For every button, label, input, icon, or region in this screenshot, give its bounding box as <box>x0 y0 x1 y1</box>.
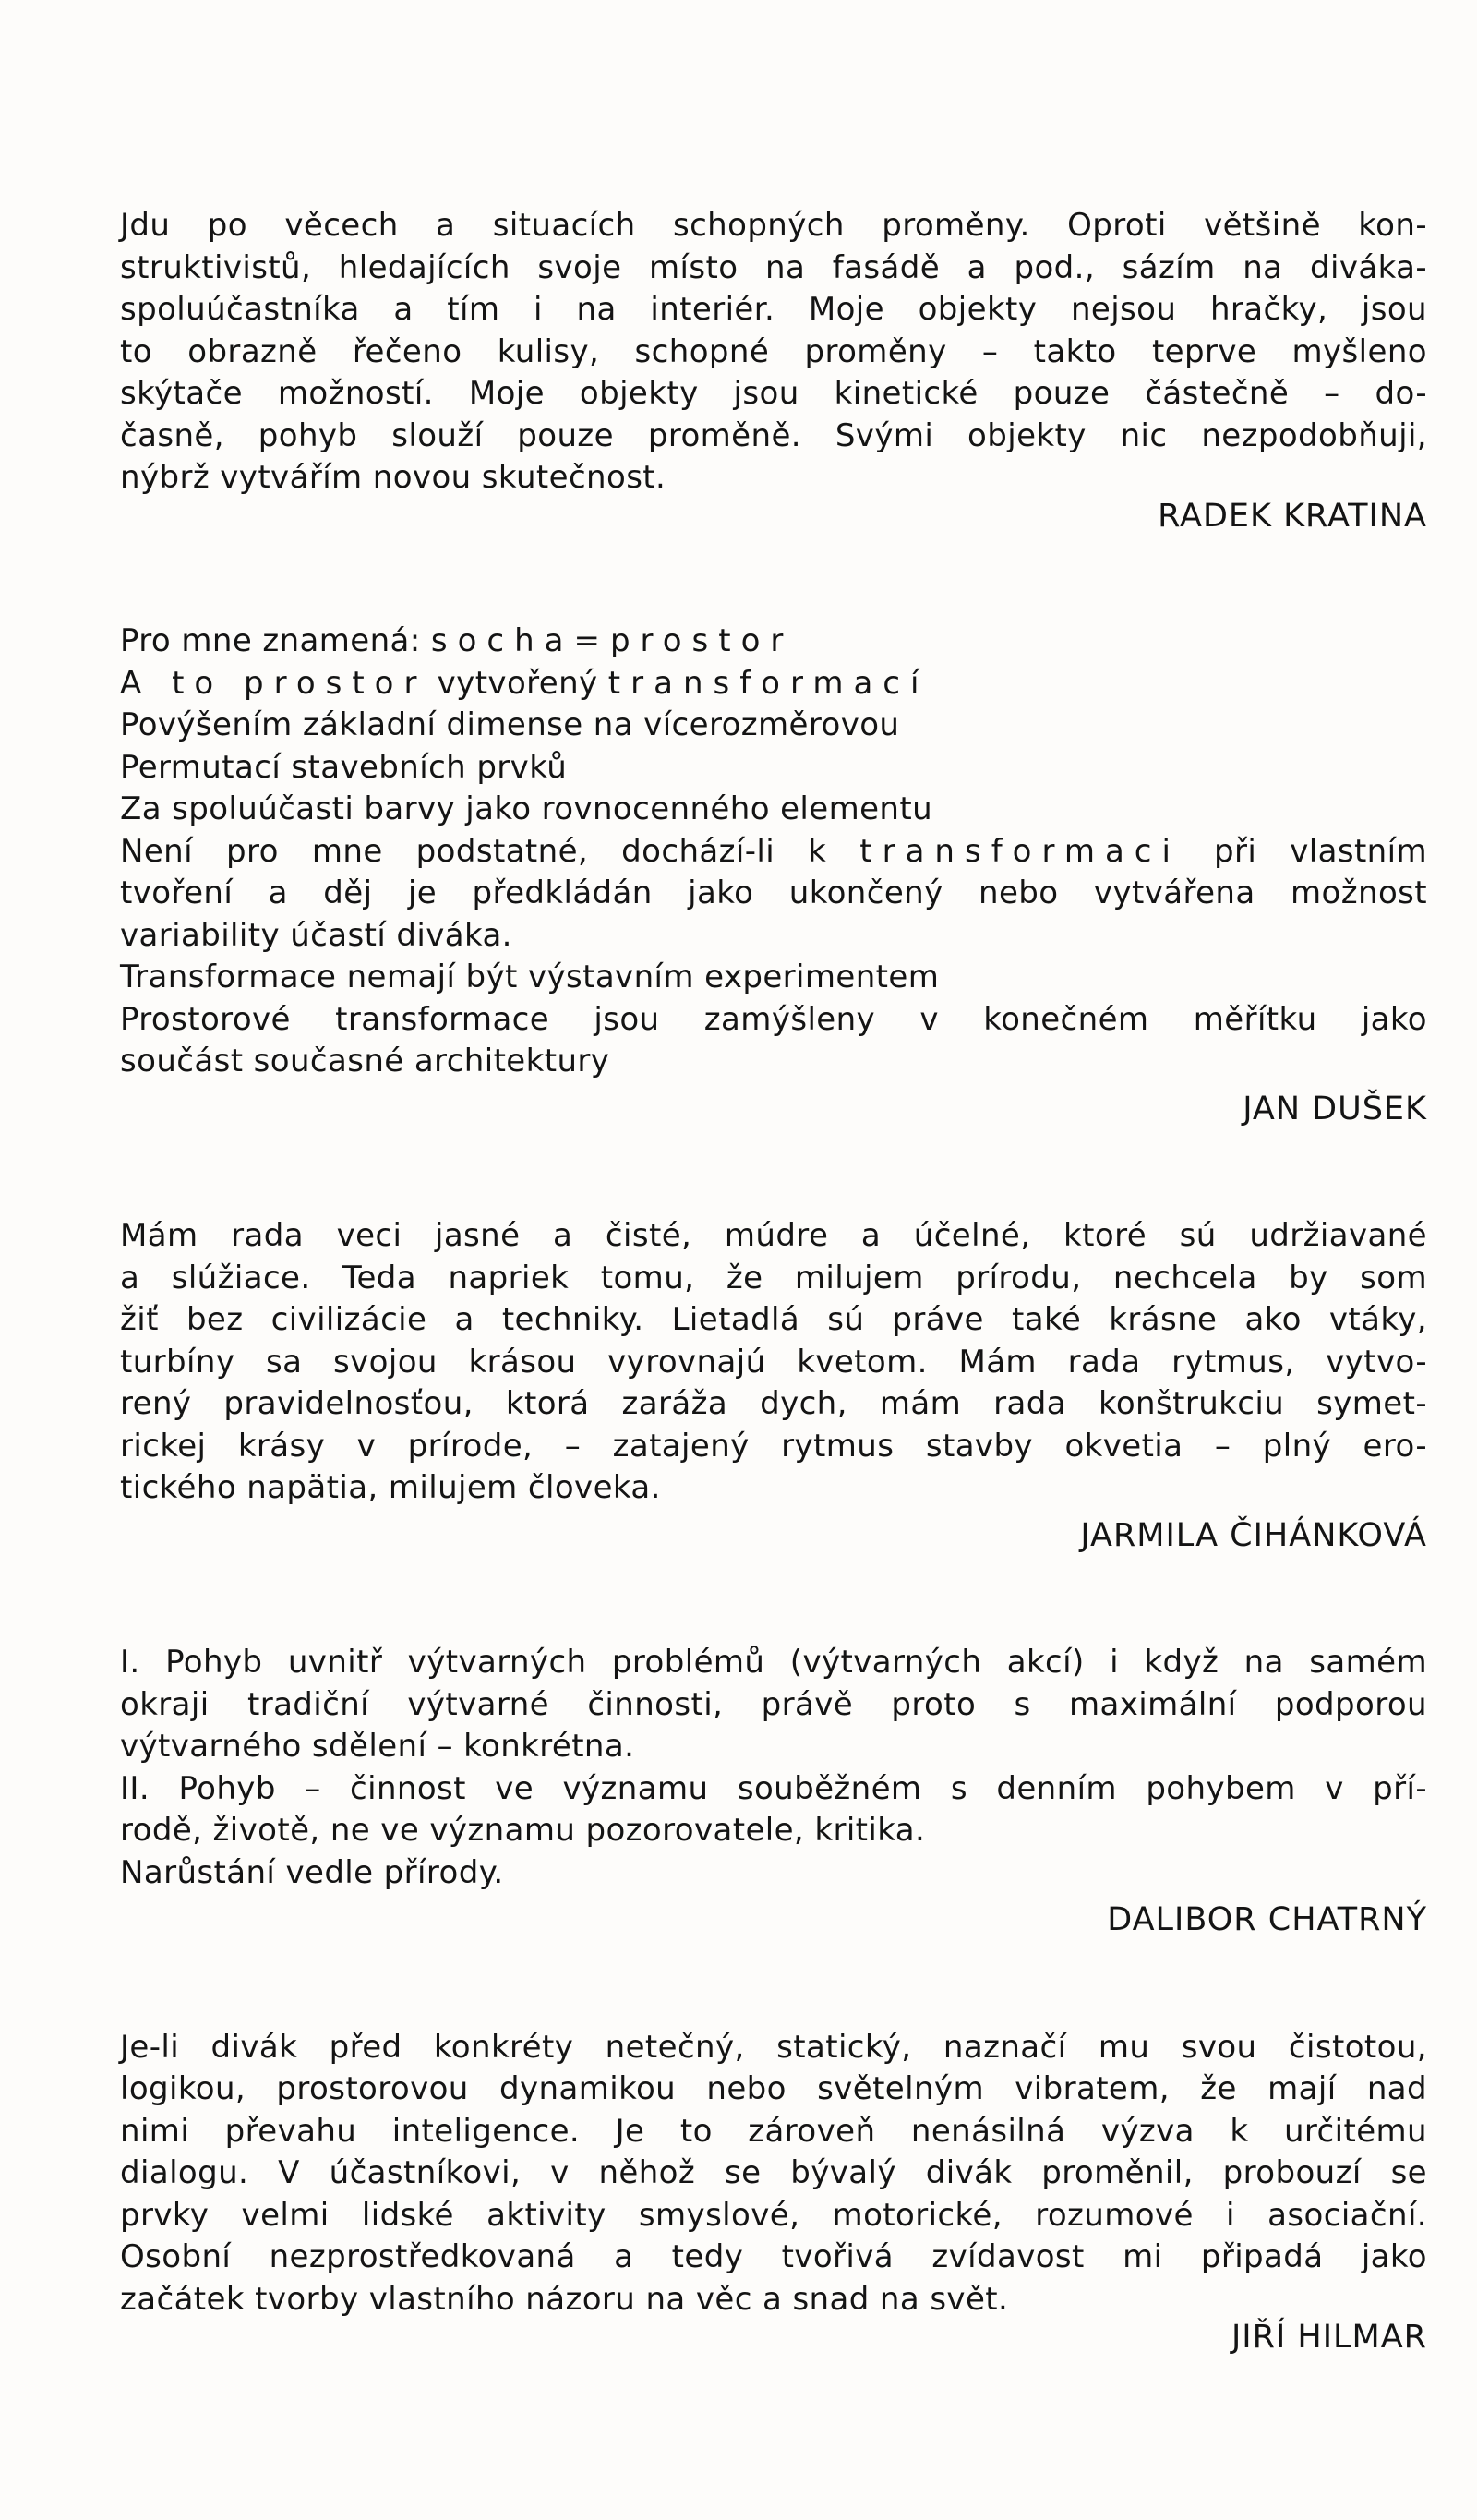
statement-dusek <box>120 621 1427 1130</box>
author-signature: RADEK KRATINA <box>1158 497 1427 535</box>
author-signature: JAN DUŠEK <box>1243 1090 1427 1127</box>
statement-kratina <box>120 205 1427 537</box>
text-line: Osobní nezprostředkovaná a tedy tvořivá zvídavost mi připadá jako <box>120 2238 1427 2275</box>
text-line: dialogu. V účastníkovi, v něhož se bývalý divák proměnil, probouzí se <box>120 2154 1427 2191</box>
statement-text <box>120 1215 1427 1510</box>
text-line: turbíny sa svojou krásou vyrovnajú kvetom. Mám rada rytmus, vytvo- <box>120 1343 1427 1381</box>
text-line: nimi převahu inteligence. Je to zároveň nenásilná výzva k určitému <box>120 2112 1427 2150</box>
text-line: spoluúčastníka a tím i na interiér. Moje objekty nejsou hračky, jsou <box>120 291 1427 328</box>
text-line: Jdu po věcech a situacích schopných proměny. Oproti většině kon- <box>120 207 1427 244</box>
text-line: okraji tradiční výtvarné činnosti, právě proto s maximální podporou <box>120 1685 1427 1723</box>
text-line: a slúžiace. Teda napriek tomu, že milujem prírodu, nechcela by som <box>120 1259 1427 1296</box>
statement-text <box>120 621 1427 1083</box>
text-line: to obrazně řečeno kulisy, schopné proměny – takto teprve myšleno <box>120 332 1427 370</box>
text-line: nýbrž vytvářím novou skutečnost. <box>120 459 666 496</box>
text-line: A to prostor vytvořený transformací <box>120 664 930 702</box>
author-signature: DALIBOR CHATRNÝ <box>1107 1901 1427 1938</box>
text-line: výtvarného sdělení – konkrétna. <box>120 1728 635 1765</box>
author-signature: JARMILA ČIHÁNKOVÁ <box>1080 1516 1427 1554</box>
text-line: Prostorové transformace jsou zamýšleny v konečném měřítku jako <box>120 1000 1427 1038</box>
text-line: začátek tvorby vlastního názoru na věc a snad na svět. <box>120 2280 1009 2318</box>
text-line: rickej krásy v prírode, – zatajený rytmus stavby okvetia – plný ero- <box>120 1427 1427 1465</box>
author-signature: JIŘÍ HILMAR <box>1231 2319 1427 2356</box>
statement-text <box>120 1642 1427 1894</box>
text-line: Není pro mne podstatné, dochází-li k transformaci při vlastním <box>120 832 1427 870</box>
text-line: Mám rada veci jasné a čisté, múdre a účelné, ktoré sú udržiavané <box>120 1217 1427 1254</box>
text-line: Za spoluúčasti barvy jako rovnocenného elementu <box>120 790 933 827</box>
text-line: logikou, prostorovou dynamikou nebo světelným vibratem, že mají nad <box>120 2070 1427 2107</box>
text-line: součást současné architektury <box>120 1043 610 1079</box>
text-line: Pro mne znamená: socha=prostor <box>120 622 794 659</box>
text-line: Narůstání vedle přírody. <box>120 1853 504 1891</box>
text-line: variability účastí diváka. <box>120 916 512 954</box>
text-line: struktivistů, hledajících svoje místo na fasádě a pod., sázím na diváka- <box>120 248 1427 286</box>
text-line: Je-li divák před konkréty netečný, statický, naznačí mu svou čistotou, <box>120 2028 1427 2066</box>
text-line: I. Pohyb uvnitř výtvarných problémů (výtvarných akcí) i když na samém <box>120 1644 1427 1681</box>
statement-cihankova <box>120 1215 1427 1557</box>
text-line: tického napätia, milujem človeka. <box>120 1469 661 1506</box>
text-line: žiť bez civilizácie a techniky. Lietadlá sú práve také krásne ako vtáky, <box>120 1301 1427 1338</box>
text-line: Permutací stavebních prvků <box>120 748 568 786</box>
text-line: časně, pohyb slouží pouze proměně. Svými objekty nic nezpodobňuji, <box>120 416 1427 454</box>
statement-text <box>120 2027 1427 2321</box>
statement-chatrny <box>120 1642 1427 1942</box>
text-line: II. Pohyb – činnost ve významu souběžném s denním pohybem v pří- <box>120 1769 1427 1807</box>
text-line: tvoření a děj je předkládán jako ukončený nebo vytvářena možnost <box>120 874 1427 911</box>
text-line: skýtače možností. Moje objekty jsou kinetické pouze částečně – do- <box>120 375 1427 412</box>
text-line: rený pravidelnosťou, ktorá zaráža dych, mám rada konštrukciu symet- <box>120 1385 1427 1422</box>
text-line: Transformace nemají být výstavním experimentem <box>120 959 940 995</box>
text-line: Povýšením základní dimense na vícerozměrovou <box>120 706 900 743</box>
statement-hilmar <box>120 2027 1427 2359</box>
statement-text <box>120 205 1427 500</box>
text-column <box>120 205 1427 2359</box>
text-line: rodě, životě, ne ve významu pozorovatele, kritika. <box>120 1812 926 1849</box>
text-line: prvky velmi lidské aktivity smyslové, motorické, rozumové i asociační. <box>120 2196 1427 2234</box>
